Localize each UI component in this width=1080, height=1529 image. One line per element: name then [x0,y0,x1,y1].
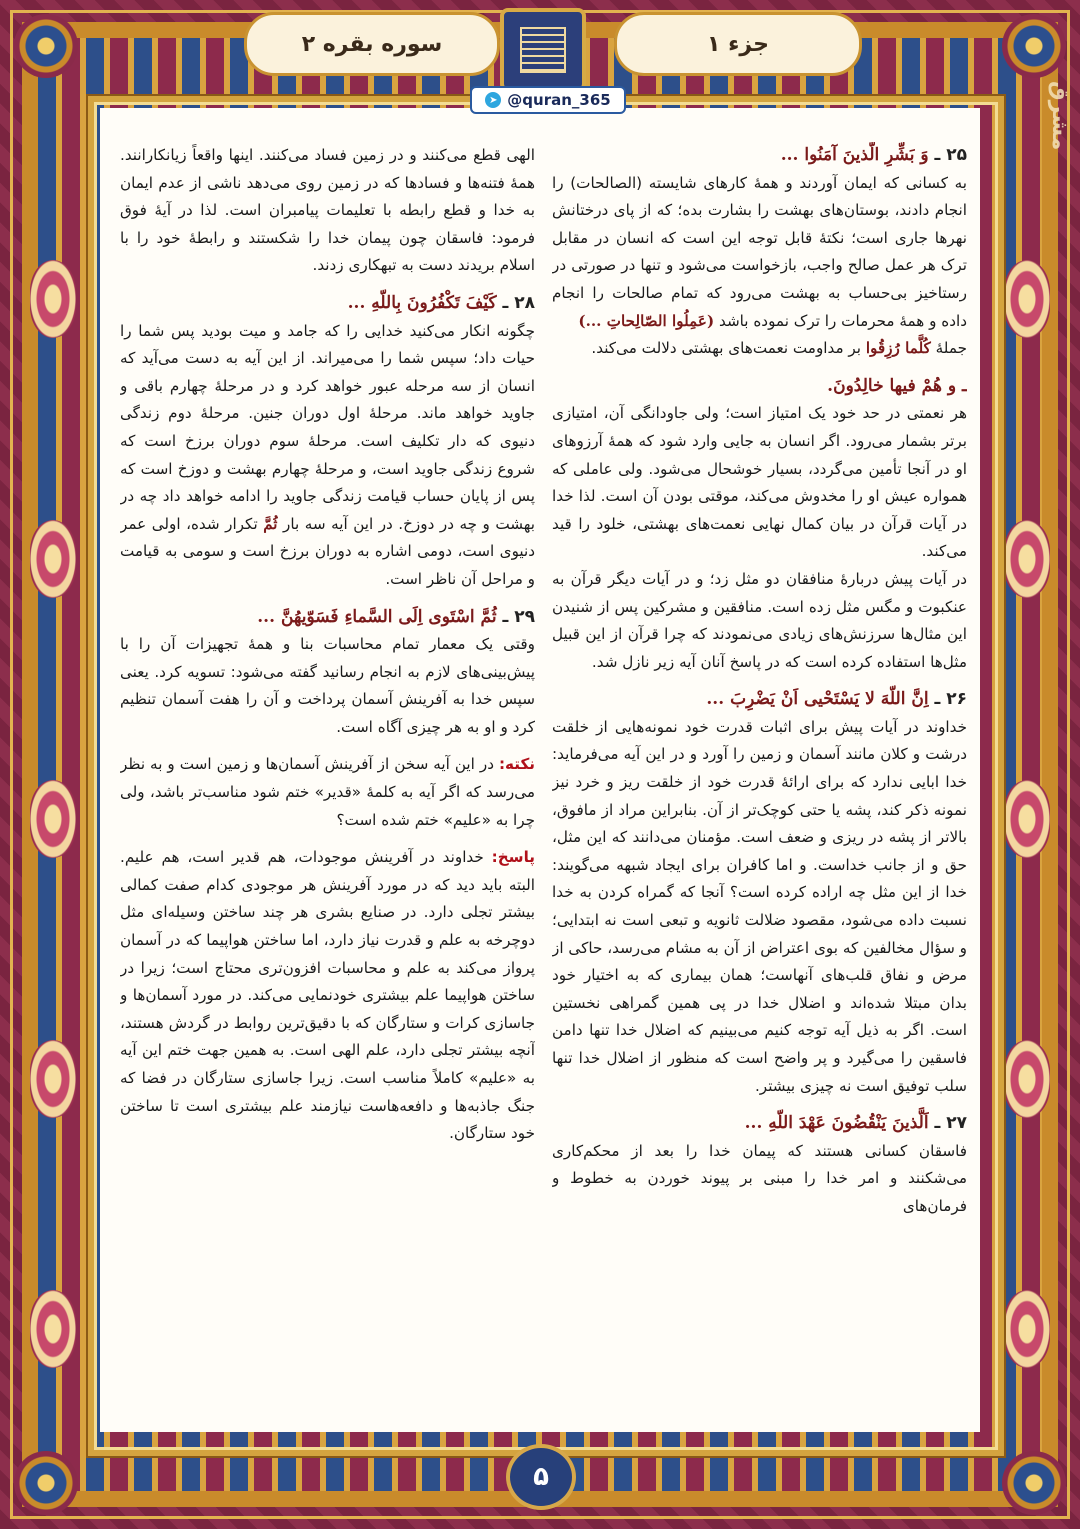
side-medallion [1004,1040,1050,1118]
side-medallion [30,780,76,858]
side-medallion [1004,520,1050,598]
page-number: ۵ [533,1462,549,1492]
paragraph: فاسقان کسانی هستند که پیمان خدا را بعد از محکم‌کاری می‌شکنند و امر خدا را مبنی بر پیوند خوردن به خطوط و فرمان‌های [552,1141,967,1215]
verse-heading: ۲۷ ـ اَلَّذینَ یَنْقُضُونَ عَهْدَ اللّهِ ... [744,1113,967,1134]
verse-heading: ـ و هُمْ فیها خالِدُونَ. [827,375,967,396]
side-medallion [30,520,76,598]
verse-heading: ۲۶ ـ اِنَّ اللّهَ لا یَسْتَحْیی اَنْ یَضْرِبَ ... [706,689,967,710]
right-column [552,142,967,1424]
corner-medallion [1002,1451,1066,1515]
side-medallion [1004,260,1050,338]
side-medallion [1004,780,1050,858]
page-number-badge [506,1444,576,1510]
verse-heading: ۲۸ ـ کَیْفَ تَکْفُرُونَ بِاللّهِ ... [347,292,535,313]
surah-label: سوره بقره ۲ [301,31,443,57]
paragraph: به کسانی که ایمان آوردند و همهٔ کارهای شایسته (الصالحات) را انجام دادند، بوستان‌های بهشت را بشارت بده؛ که از پای درختانش نهرها جاری است؛ نکتهٔ قابل توجه این است که انسان در مقابل ترک هر عمل صالح واجب، بازخواست می‌شود و تنها در صورتی در رستاخیز بی‌حساب به بهشت می‌رود که تمام صالحات را انجام داده و همهٔ محرمات را ترک نموده باشد (عَمِلُوا الصّالِحاتِ ...) [552,173,967,330]
paragraph: هر نعمتی در حد خود یک امتیاز است؛ ولی جاودانگی آن، امتیازی برتر بشمار می‌رود. اگر انسان به جایی وارد شود که همهٔ آرزوهای او در آنجا تأمین می‌گردد، بسیار خوشحال می‌شود. ولی عاملی که همواره عیش او را مخدوش می‌کند، موقتی بودن آن است. لذا خدا در آیات قرآن در بیان کمال نهایی نعمت‌های بهشتی، خلود را قید می‌کند. [552,404,967,561]
juz-label: جزء ۱ [707,31,769,57]
side-medallion [30,1040,76,1118]
verse-heading: ۲۹ ـ ثُمَّ اسْتَوی اِلَی السَّماءِ فَسَوّیهُنَّ ... [257,606,535,627]
note-paragraph: نکته: در این آیه سخن از آفرینش آسمان‌ها و زمین است و به نظر می‌رسد که اگر آیه به کلمهٔ «قدیر» ختم شود مناسب‌تر باشد، ولی چرا به «علیم» ختم شده است؟ [120,755,535,829]
side-medallion [30,1290,76,1368]
paragraph: چگونه انکار می‌کنید خدایی را که جامد و میت بودید پس شما را حیات داد؛ سپس شما را می‌میراند. از این آیه به دست می‌آید که انسان از سه مرحله عبور خواهد کرد و در مرحلهٔ چهارم باقی و جاوید خواهد ماند. مرحلهٔ اول دوران جنین. مرحلهٔ دوم زندگی دنیوی که دار تکلیف است. مرحلهٔ سوم دوران برزخ است که شروع زندگی جاوید است، و مرحلهٔ چهارم بهشت و دوزخ است که پس از پایان حساب قیامت زندگی جاوید را ادامه خواهد داد چه در بهشت و چه در دوزخ. در این آیه سه بار ثُمَّ تکرار شده، اولی عمر دنیوی است، دومی اشاره به دوران برزخ است و سومی به قیامت و مراحل آن ناظر است. [120,321,535,588]
channel-handle[interactable] [470,86,626,114]
handle-text: @quran_365 [507,91,611,109]
verse-heading: ۲۵ ـ وَ بَشِّرِ الَّذینَ آمَنُوا ... [780,145,967,165]
emblem-icon [500,8,586,92]
side-medallion [30,260,76,338]
paragraph: در آیات پیش دربارهٔ منافقان دو مثل زد؛ و در آیات دیگر قرآن به عنکبوت و مگس مثل زده است. منافقین و مشرکین پس از شنیدن این مثال‌ها سرزنش‌های زیادی می‌نمودند که چرا قرآن از این قبیل مثل‌ها استفاده کرده است که در پاسخ آنان آیه زیر نازل شد. [552,569,967,671]
watermark-logo: مشرق [1047,81,1072,151]
juz-cartouche [614,12,862,76]
surah-cartouche [244,12,500,76]
side-medallion [1004,1290,1050,1368]
paragraph: الهی قطع می‌کنند و در زمین فساد می‌کنند. اینها واقعاً زیانکارانند. همهٔ فتنه‌ها و فسادها که در زمین روی می‌دهد ناشی از عدم ایمان به خدا و قطع رابطه با تعلیمات پیامبران است. لذا در آیهٔ فوق فرمود: فاسقان چون پیمان خدا را شکستند و رابطهٔ خود را با اسلام بریدند دست به تبهکاری زدند. [120,146,535,275]
corner-medallion [14,14,78,78]
answer-paragraph: پاسخ: خداوند در آفرینش موجودات، هم قدیر است، هم علیم. البته باید دید که در مورد آفرینش هر موجودی کدام صفت کمالی بیشتر تجلی دارد. در صنایع بشری هر چند ساختن وسیله‌ای مثل دوچرخه به علم و قدرت نیاز دارد، اما ساختن هواپیما که در آسمان پرواز می‌کند به علم و محاسبات افزون‌تری محتاج است؛ زیرا در ساختن هواپیما علم بیشتری خودنمایی می‌کند. در مورد آسمان‌ها و جاسازی کرات و ستارگان که با دقیق‌ترین روابط در گردش هستند، آنچه بیشتر تجلی دارد، علم الهی است. به همین جهت ختم این آیه به «علیم» کاملاً مناسب است. زیرا جاسازی ستارگان در فضا که جنگ جاذبه‌ها و دافعه‌هاست نیازمند علم بیشتری است تا ساختن خود ستارگان. [120,848,535,1143]
paragraph: وقتی یک معمار تمام محاسبات بنا و همهٔ تجهیزات آن را با پیش‌بینی‌های لازم به انجام رسانید گفته می‌شود: تسویه کرد. یعنی سپس خدا به آفرینش آسمان پرداخت و آن را هفت آسمان تنظیم کرد و او به هر چیزی آگاه است. [120,635,535,736]
corner-medallion [14,1451,78,1515]
paragraph: خداوند در آیات پیش برای اثبات قدرت خود نمونه‌هایی از خلقت درشت و کلان مانند آسمان و زمین را آورد و در این آیه می‌فرماید: خدا ابایی ندارد که برای ارائهٔ قدرت خود از خلقت ریز و خرد نیز نمونه ذکر کند، پشه یا حتی کوچک‌تر از آن. بنابراین مراد از مافوق، بالاتر از پشه در ریزی و ضعف است. مؤمنان می‌دانند که این مثل، حق و از جانب خداست. و اما کافران برای ایجاد شبهه می‌گویند: خدا از این مثل چه اراده کرده است؟ آنجا که گمراه کردن به خدا نسبت داده می‌شود، مقصود ضلالت ثانویه و تبعی است نه ابتدایی؛ و سؤال مخالفین که بوی اعتراض از آن به مشام می‌رسد، حاکی از مرض و نفاق قلب‌های آنهاست؛ همان بیماری که به اختیار خود بدان مبتلا شده‌اند و اضلال خدا در پی همین گمراهی نخستین است. اگر به ذیل آیه توجه کنیم می‌بینیم که اضلال خدا تنها دامن فاسقین را می‌گیرد و پر واضح است که منظور از اضلال خدا تنها سلب توفیق است نه چیزی بیشتر. [552,717,967,1095]
left-column [120,142,535,1424]
telegram-icon: ➤ [485,92,501,108]
paragraph: جملهٔ کُلَّما رُزِقُوا بر مداومت نعمت‌های بهشتی دلالت می‌کند. [591,339,967,358]
